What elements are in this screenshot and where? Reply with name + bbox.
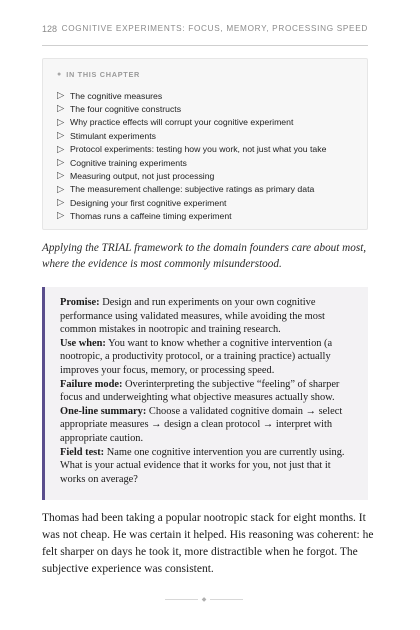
toc-item[interactable]: ▷ The measurement challenge: subjective ratings as primary data — [57, 183, 315, 195]
callout-one-line-summary: One-line summary: Choose a validated cognitive domain → select appropriate measures → design a clean protocol → interpret with appropriate caution. — [60, 405, 343, 444]
callout-use-when: Use when: You want to know whether a cognitive intervention (a nootropic, a productivity protocol, or a training practice) actually improves your focus, memory, or processing speed. — [60, 337, 333, 376]
triangle-right-icon: ▷ — [57, 116, 65, 128]
ornament-line — [165, 599, 198, 600]
ornament-diamond-icon: ◆ — [201, 595, 207, 603]
triangle-right-icon: ▷ — [57, 156, 65, 168]
triangle-right-icon: ▷ — [57, 103, 65, 115]
triangle-right-icon: ▷ — [57, 89, 65, 101]
triangle-right-icon: ▷ — [57, 197, 65, 209]
chapter-contents-box — [42, 58, 368, 230]
triangle-right-icon: ▷ — [57, 210, 65, 222]
toc-item[interactable]: ▷ Stimulant experiments — [57, 130, 156, 142]
footer-ornament — [165, 595, 243, 603]
chapter-contents-label: ● IN THIS CHAPTER — [57, 69, 140, 79]
triangle-right-icon: ▷ — [57, 170, 65, 182]
ornament-line — [210, 599, 243, 600]
summary-callout — [42, 287, 368, 500]
toc-item[interactable]: ▷ Designing your first cognitive experiment — [57, 197, 227, 209]
triangle-right-icon: ▷ — [57, 183, 65, 195]
running-head-title: COGNITIVE EXPERIMENTS: FOCUS, MEMORY, PROCESSING SPEED — [61, 24, 368, 33]
chapter-caption: Applying the TRIAL framework to the domain founders care about most, where the evidence is most commonly misunderstood. — [42, 242, 367, 270]
toc-item[interactable]: ▷ Why practice effects will corrupt your cognitive experiment — [57, 116, 294, 128]
toc-item[interactable]: ▷ The four cognitive constructs — [57, 103, 182, 115]
toc-item[interactable]: ▷ Measuring output, not just processing — [57, 170, 215, 182]
body-paragraph: Thomas had been taking a popular nootropic stack for eight months. It was not cheap. He was certain it helped. His reasoning was coherent: he felt sharper on days he took it, more distractible when he forgot. The subjective experience was consistent. — [42, 512, 374, 575]
toc-item[interactable]: ▷ Cognitive training experiments — [57, 156, 187, 168]
triangle-right-icon: ▷ — [57, 143, 65, 155]
bullet-dot-icon: ● — [57, 70, 62, 78]
callout-promise: Promise: Design and run experiments on your own cognitive performance using validated measures, while avoiding the most common mistakes in nootropic and training research. — [60, 297, 325, 336]
toc-item[interactable]: ▷ Thomas runs a caffeine timing experiment — [57, 210, 232, 222]
running-header — [42, 24, 368, 46]
callout-failure-mode: Failure mode: Overinterpreting the subjective “feeling” of sharper focus and underweighting what objective measures actually show. — [60, 378, 340, 404]
toc-item[interactable]: ▷ Protocol experiments: testing how you work, not just what you take — [57, 143, 327, 155]
callout-field-test: Field test: Name one cognitive intervention you are currently using. What is your actual evidence that it works for you, not just that it works on average? — [60, 446, 345, 485]
toc-item[interactable]: ▷ The cognitive measures — [57, 89, 163, 101]
page-number: 128 — [42, 24, 58, 34]
triangle-right-icon: ▷ — [57, 130, 65, 142]
